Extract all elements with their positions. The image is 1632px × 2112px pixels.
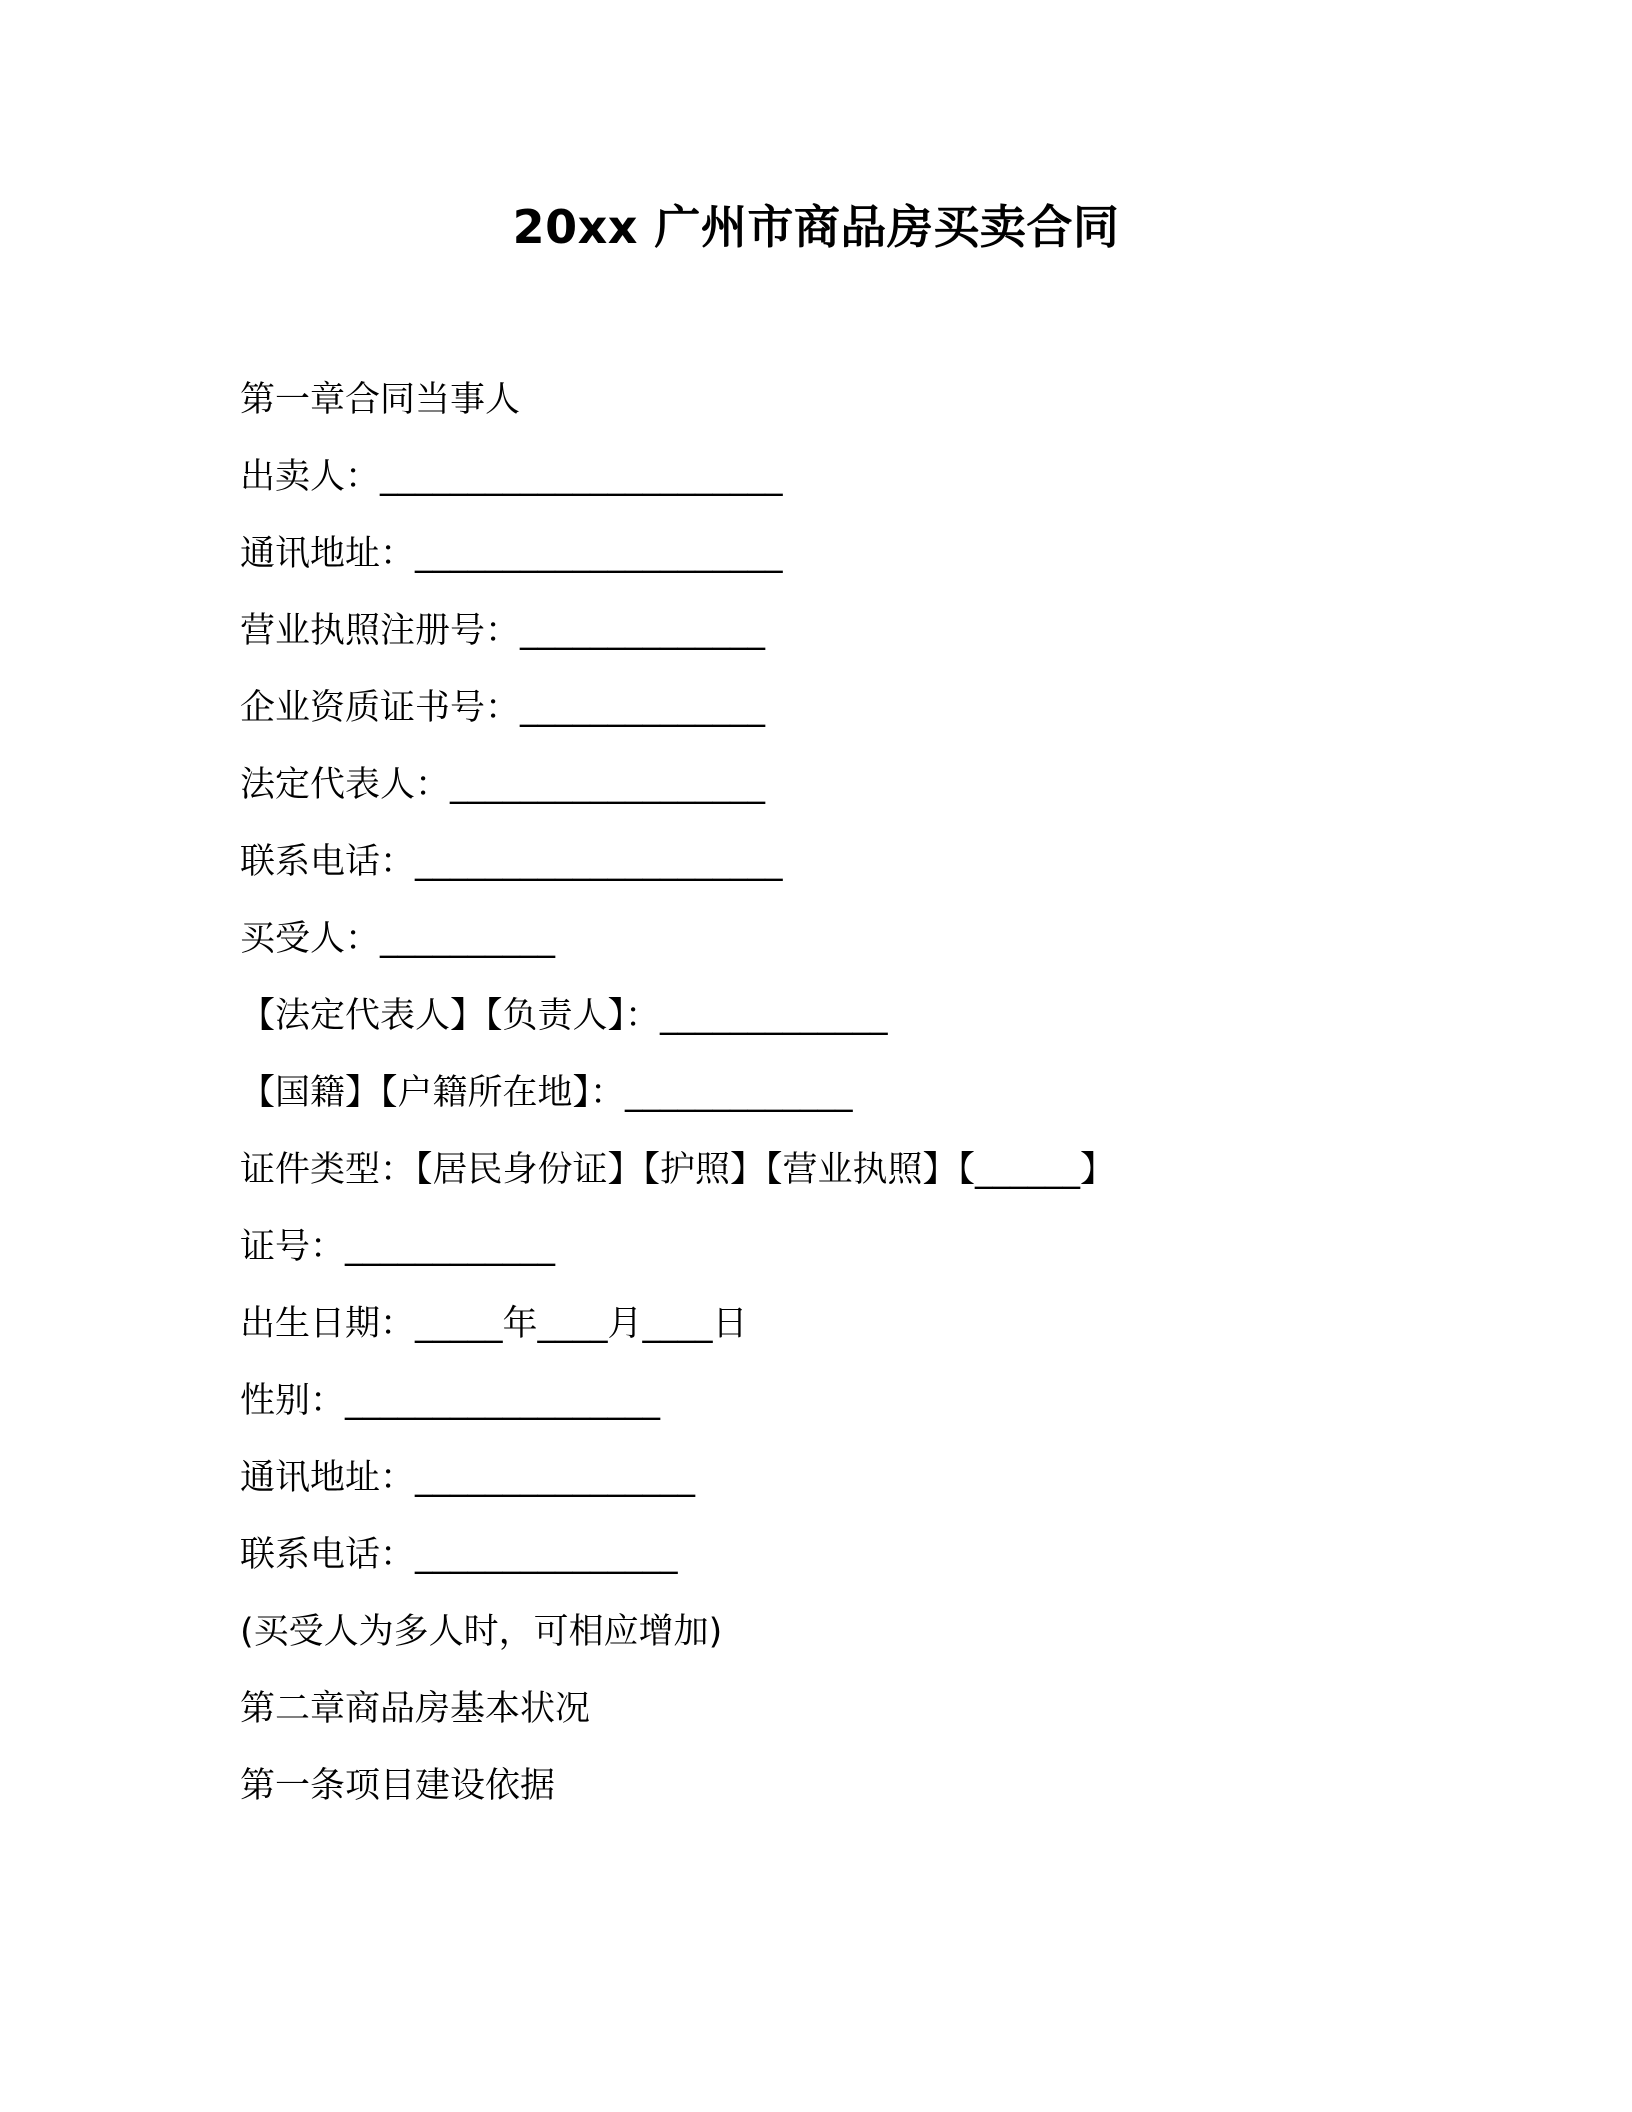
legal-rep-field: 法定代表人：__________________	[240, 765, 766, 805]
chapter-heading: 第二章商品房基本状况	[240, 1689, 591, 1729]
buyer-address-field: 通讯地址：________________	[240, 1458, 696, 1498]
id-type-field: 证件类型：【居民身份证】【护照】【营业执照】【______】	[240, 1150, 1116, 1190]
article-heading: 第一条项目建设依据	[240, 1766, 556, 1806]
buyer-field: 买受人：__________	[240, 919, 556, 959]
chapter-heading: 第一章合同当事人	[240, 380, 521, 420]
buyer-phone-field: 联系电话：_______________	[240, 1535, 678, 1575]
birth-date-field: 出生日期：_____年____月____日	[240, 1304, 748, 1344]
seller-address-field: 通讯地址：_____________________	[240, 534, 783, 574]
document-title: 20xx 广州市商品房买卖合同	[512, 200, 1120, 254]
gender-field: 性别：__________________	[240, 1381, 661, 1421]
seller-phone-field: 联系电话：_____________________	[240, 842, 783, 882]
business-license-field: 营业执照注册号：______________	[240, 611, 766, 651]
seller-field: 出卖人：_______________________	[240, 457, 783, 497]
document-body	[240, 362, 1420, 1825]
nationality-field: 【国籍】【户籍所在地】：_____________	[240, 1073, 853, 1113]
buyer-rep-field: 【法定代表人】【负责人】：_____________	[240, 996, 888, 1036]
multiple-buyers-note: (买受人为多人时，可相应增加)	[240, 1612, 723, 1652]
qualification-cert-field: 企业资质证书号：______________	[240, 688, 766, 728]
id-number-field: 证号：____________	[240, 1227, 556, 1267]
